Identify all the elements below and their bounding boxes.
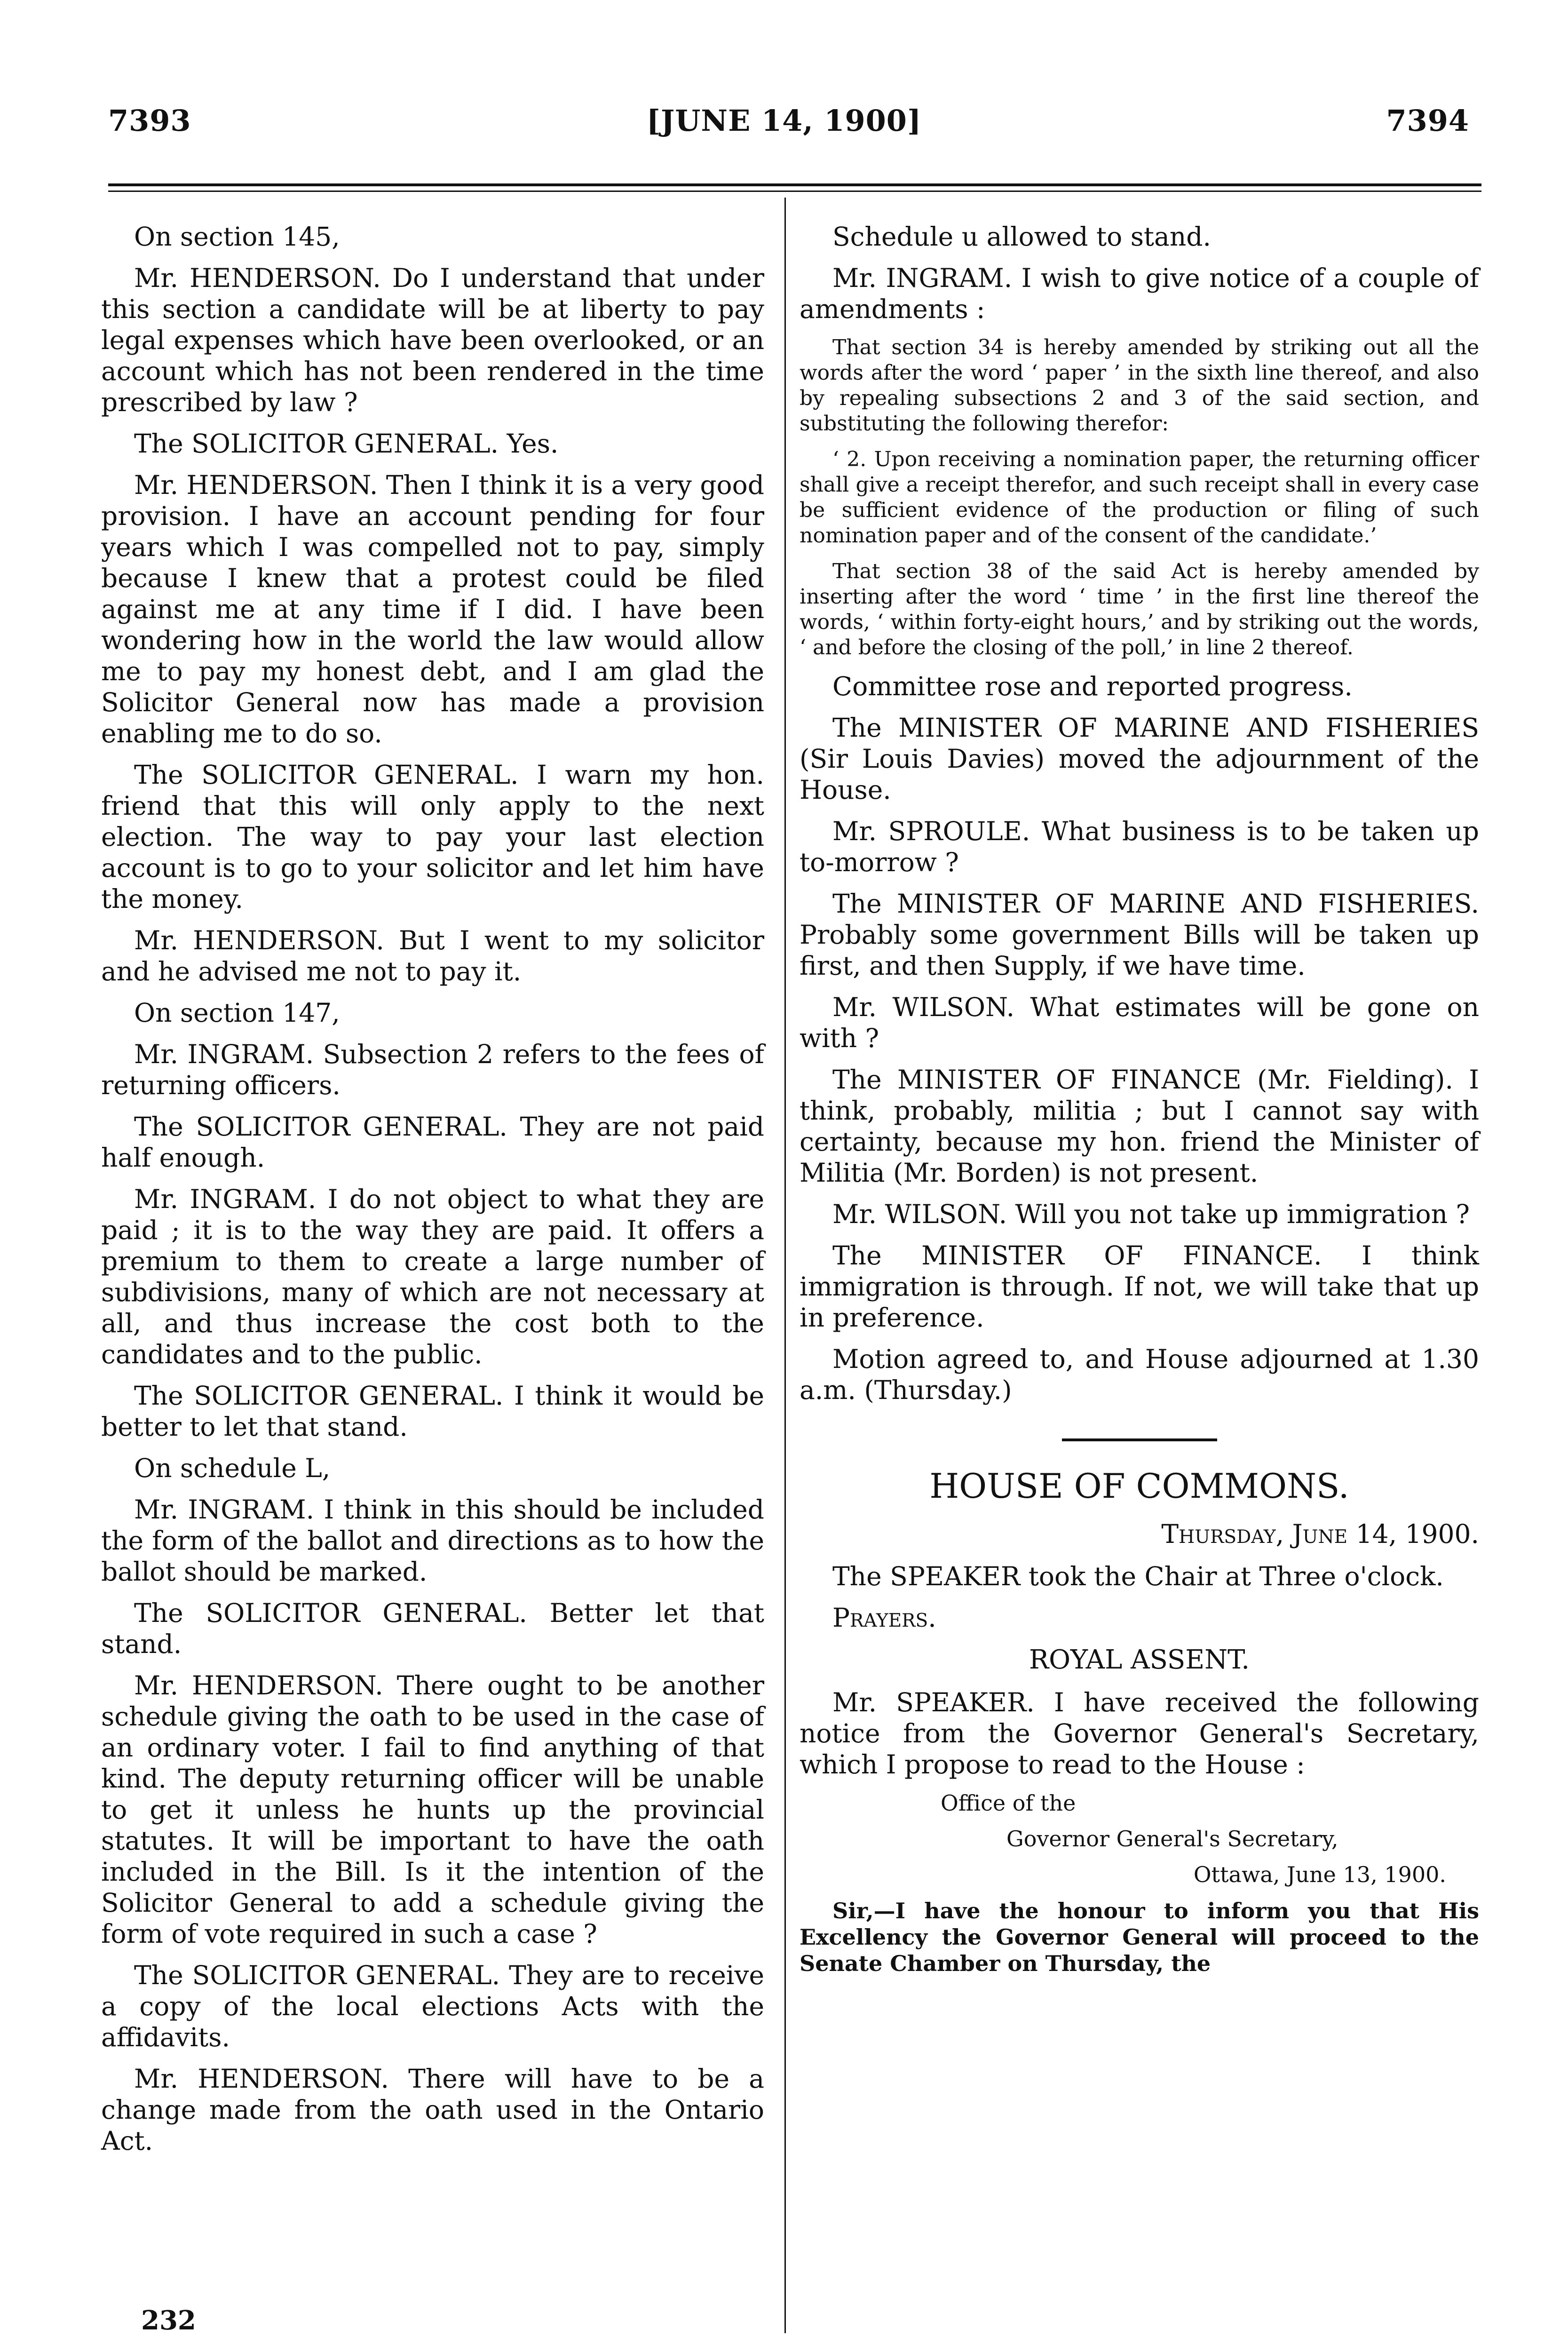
paragraph: On section 145,	[134, 222, 340, 252]
paragraph: Mr. HENDERSON. There ought to be another schedule giving the oath to be used in the case of an ordinary voter. I fail to find anything of that kind. The deputy returning officer will be unable to get it unless he hunts up the provincial statutes. It will be important to have the oath included in the Bill. Is it the intention of the Solicitor General to add a schedule giving the form of vote required in such a case ?	[101, 1670, 764, 1949]
paragraph: The SPEAKER took the Chair at Three o'clock.	[832, 1561, 1444, 1591]
paragraph: Mr. SPEAKER. I have received the following notice from the Governor General's Secretary, which I propose to read to the House :	[800, 1687, 1479, 1780]
paragraph: Mr. SPROULE. What business is to be taken up to-morrow ?	[800, 816, 1479, 877]
header-date: [JUNE 14, 1900]	[646, 103, 922, 138]
paragraph: The SOLICITOR GENERAL. I warn my hon. friend that this will only apply to the next election. The way to pay your last election account is to go to your solicitor and let him have the money.	[101, 760, 764, 914]
letter-body: Sir,—I have the honour to inform you that His Excellency the Governor General will proceed to the Senate Chamber on Thursday, the	[800, 1898, 1479, 1976]
paragraph: Mr. WILSON. What estimates will be gone on with ?	[800, 992, 1479, 1053]
paragraph: The SOLICITOR GENERAL. Yes.	[134, 429, 559, 459]
header-rule-thin	[108, 191, 1481, 192]
paragraph: The MINISTER OF MARINE AND FISHERIES. Probably some government Bills will be taken up first, and then Supply, if we have time.	[800, 889, 1479, 981]
amendment-text: ‘ 2. Upon receiving a nomination paper, the returning officer shall give a receipt therefor, and such receipt shall in every case be sufficient evidence of the production or filing of such nomination paper and of the consent of the candidate.’	[800, 447, 1479, 548]
header-rule-thick	[108, 183, 1481, 186]
paragraph: The SOLICITOR GENERAL. Better let that stand.	[101, 1598, 764, 1659]
letter-date-line: Ottawa, June 13, 1900.	[1193, 1862, 1446, 1887]
right-column	[800, 221, 1479, 1987]
paragraph: Mr. HENDERSON. Then I think it is a very good provision. I have an account pending for four years which I was compelled not to pay, simply because I knew that a protest could be filed against me at any time if I did. I have been wondering how in the world the law would allow me to pay my honest debt, and I am glad the Solicitor General now has made a provision enabling me to do so.	[101, 470, 764, 748]
paragraph: Motion agreed to, and House adjourned at 1.30 a.m. (Thursday.)	[800, 1344, 1479, 1405]
page-header	[0, 103, 1568, 146]
prayers-label: Prayers.	[832, 1603, 936, 1633]
paragraph: Mr. WILSON. Will you not take up immigration ?	[832, 1199, 1470, 1229]
amendment-text: That section 38 of the said Act is hereby amended by inserting after the word ‘ time ’ in the first line thereof the words, ‘ within forty-eight hours,’ and by striking out the words, ‘ and before the closing of the poll,’ in line 2 thereof.	[800, 559, 1479, 660]
paragraph: Mr. HENDERSON. Do I understand that under this section a candidate will be at liberty to pay legal expenses which have been overlooked, or an account which has not been rendered in the time prescribed by law ?	[101, 263, 764, 417]
section-heading: HOUSE OF COMMONS.	[929, 1466, 1349, 1506]
paragraph: Schedule u allowed to stand.	[832, 222, 1211, 252]
letter-address-line: Governor General's Secretary,	[1006, 1826, 1338, 1851]
column-divider	[784, 198, 786, 2333]
paragraph: Mr. INGRAM. I think in this should be included the form of the ballot and directions as to how the ballot should be marked.	[101, 1494, 764, 1587]
paragraph: The MINISTER OF FINANCE (Mr. Fielding). I think, probably, militia ; but I cannot say with certainty, because my hon. friend the Minister of Militia (Mr. Borden) is not present.	[800, 1065, 1479, 1188]
paragraph: Mr. INGRAM. I wish to give notice of a couple of amendments :	[800, 263, 1479, 324]
paragraph: The SOLICITOR GENERAL. They are to receive a copy of the local elections Acts with the affidavits.	[101, 1960, 764, 2052]
paragraph: The SOLICITOR GENERAL. They are not paid half enough.	[101, 1112, 764, 1173]
subsection-heading: ROYAL ASSENT.	[1029, 1645, 1250, 1675]
sitting-date: Thursday, June 14, 1900.	[1161, 1519, 1479, 1549]
amendment-text: That section 34 is hereby amended by striking out all the words after the word ‘ paper ’ in the sixth line thereof, and also by repealing subsections 2 and 3 of the said section, and substituting the following therefor:	[800, 335, 1479, 436]
paragraph: The MINISTER OF FINANCE. I think immigration is through. If not, we will take that up in preference.	[800, 1240, 1479, 1333]
paragraph: The MINISTER OF MARINE AND FISHERIES (Sir Louis Davies) moved the adjournment of the House.	[800, 713, 1479, 805]
left-page-number: 7393	[108, 103, 191, 138]
footer-page-number: 232	[141, 2305, 196, 2336]
paragraph: Mr. HENDERSON. There will have to be a change made from the oath used in the Ontario Act.	[101, 2064, 764, 2156]
paragraph: On schedule L,	[134, 1453, 331, 1483]
right-page-number: 7394	[1386, 103, 1469, 138]
paragraph: On section 147,	[134, 998, 340, 1028]
section-separator	[1062, 1438, 1217, 1441]
paragraph: Committee rose and reported progress.	[832, 671, 1353, 701]
paragraph: Mr. INGRAM. I do not object to what they are paid ; it is to the way they are paid. It offers a premium to them to create a large number of subdivisions, many of which are not necessary at all, and thus increase the cost both to the candidates and to the public.	[101, 1184, 764, 1369]
paragraph: Mr. HENDERSON. But I went to my solicitor and he advised me not to pay it.	[101, 925, 764, 986]
letter-address-line: Office of the	[941, 1790, 1076, 1816]
paragraph: The SOLICITOR GENERAL. I think it would be better to let that stand.	[101, 1381, 764, 1442]
paragraph: Mr. INGRAM. Subsection 2 refers to the fees of returning officers.	[101, 1039, 764, 1100]
left-column	[101, 221, 764, 2167]
